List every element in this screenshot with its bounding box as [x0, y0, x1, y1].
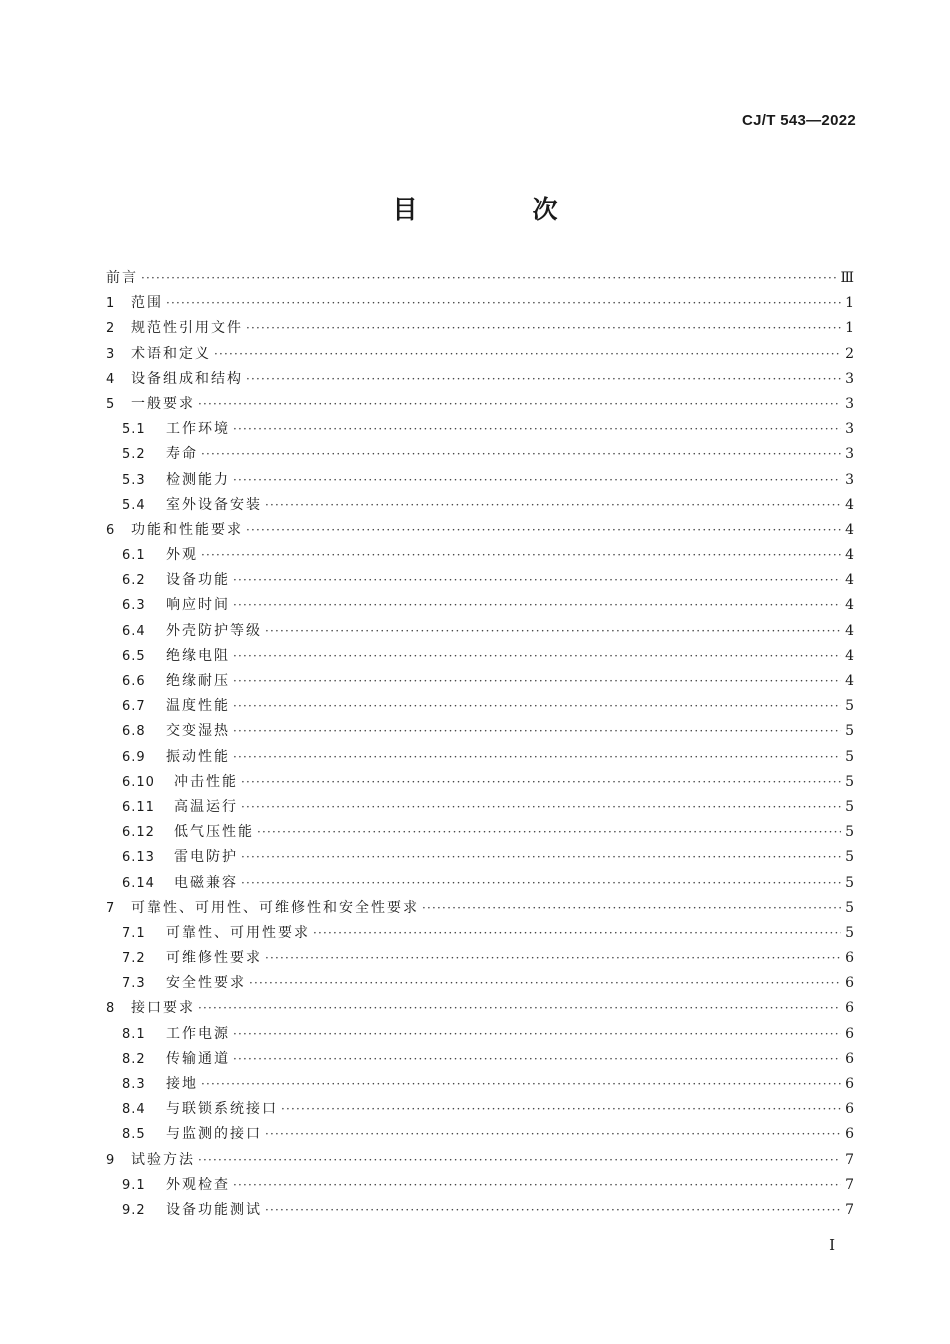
toc-entry-title: 雷电防护	[174, 849, 238, 866]
toc-entry-page: 6	[845, 1076, 854, 1092]
toc-entry-title: 寿命	[166, 446, 198, 463]
toc-entry-page: 3	[845, 471, 854, 488]
toc-entry-page: 7	[845, 1151, 854, 1168]
toc-leader-dots	[233, 468, 841, 493]
toc-entry[interactable]	[106, 619, 854, 644]
toc-entry-page: 6	[845, 975, 854, 992]
toc-entry[interactable]	[106, 1148, 854, 1173]
toc-entry-number: 6.8	[122, 724, 146, 740]
toc-entry[interactable]	[106, 669, 854, 694]
toc-entry-number: 5	[106, 396, 116, 412]
toc-entry-title: 一般要求	[131, 395, 195, 412]
toc-entry-title: 可维修性要求	[166, 950, 262, 967]
toc-entry-number: 8.3	[122, 1077, 146, 1092]
toc-entry-number: 7.3	[122, 976, 146, 992]
toc-entry-title: 试验方法	[131, 1151, 195, 1168]
toc-entry-title: 接口要求	[131, 1000, 195, 1017]
toc-entry[interactable]	[106, 820, 854, 845]
toc-entry-page: 4	[845, 647, 854, 664]
toc-entry[interactable]	[106, 367, 854, 392]
toc-entry-number: 8.5	[122, 1127, 146, 1143]
toc-entry-number: 6.2	[122, 573, 146, 589]
toc-leader-dots	[198, 1148, 841, 1173]
toc-entry-title: 检测能力	[166, 471, 230, 488]
toc-entry-number: 6.10	[122, 774, 155, 790]
toc-entry-page: 1	[845, 320, 854, 337]
toc-entry[interactable]	[106, 971, 854, 996]
toc-entry-number: 9.1	[122, 1177, 146, 1193]
toc-entry-number: 6.7	[122, 699, 146, 715]
toc-leader-dots	[233, 1173, 841, 1198]
toc-entry-title: 传输通道	[166, 1050, 230, 1067]
toc-leader-dots	[201, 1072, 841, 1097]
toc-entry[interactable]	[106, 946, 854, 971]
toc-leader-dots	[201, 442, 841, 467]
toc-entry-title: 设备功能	[166, 572, 230, 589]
toc-entry-number: 6.1	[122, 548, 146, 564]
toc-entry-page: 6	[845, 1025, 854, 1042]
toc-entry-number: 1	[106, 296, 116, 312]
toc-leader-dots	[265, 1122, 841, 1147]
toc-entry[interactable]	[106, 417, 854, 442]
toc-entry-page: 6	[845, 950, 854, 967]
toc-entry-page: 4	[845, 622, 854, 639]
toc-entry-page: 5	[845, 899, 854, 916]
toc-entry-title: 交变湿热	[166, 723, 230, 740]
toc-entry[interactable]	[106, 644, 854, 669]
toc-entry[interactable]	[106, 468, 854, 493]
toc-leader-dots	[265, 619, 841, 644]
toc-entry[interactable]	[106, 770, 854, 795]
toc-entry-number: 5.1	[122, 422, 146, 438]
toc-leader-dots	[233, 568, 841, 593]
toc-leader-dots	[265, 493, 841, 518]
toc-leader-dots	[257, 820, 841, 845]
toc-leader-dots	[198, 996, 841, 1021]
toc-entry-number: 6.11	[122, 799, 155, 815]
toc-entry-title: 设备组成和结构	[131, 370, 243, 387]
toc-entry-number: 6.13	[122, 850, 155, 866]
toc-entry-number: 8.1	[122, 1026, 146, 1042]
toc-entry-title: 绝缘电阻	[166, 647, 230, 664]
toc-entry-page: 5	[845, 824, 854, 841]
toc-entry-title: 前言	[106, 270, 138, 286]
toc-leader-dots	[233, 644, 841, 669]
toc-entry-title: 绝缘耐压	[166, 673, 230, 689]
toc-entry-page: 7	[845, 1176, 854, 1193]
toc-entry-page: 3	[845, 421, 854, 438]
toc-entry-number: 7.2	[122, 951, 146, 967]
toc-entry-page: 6	[845, 1126, 854, 1143]
toc-entry-number: 2	[106, 321, 116, 337]
toc-entry-number: 5.2	[122, 447, 146, 463]
page-number: I	[829, 1236, 835, 1254]
toc-entry[interactable]	[106, 1173, 854, 1198]
toc-entry[interactable]	[106, 493, 854, 518]
toc-entry-number: 3	[106, 346, 116, 362]
toc-entry-page: 4	[845, 572, 854, 589]
toc-entry-page: 3	[845, 370, 854, 387]
toc-entry[interactable]	[106, 1122, 854, 1147]
toc-entry-title: 范围	[131, 295, 163, 312]
toc-entry-title: 外观	[166, 547, 198, 564]
toc-leader-dots	[214, 342, 841, 367]
toc-leader-dots	[233, 745, 841, 770]
toc-entry-number: 6.4	[122, 623, 146, 639]
toc-entry-number: 6.3	[122, 598, 146, 614]
toc-entry-number: 5.3	[122, 472, 146, 488]
toc-entry[interactable]	[106, 745, 854, 770]
toc-entry-title: 电磁兼容	[174, 874, 238, 891]
toc-entry[interactable]	[106, 795, 854, 820]
toc-entry[interactable]	[106, 845, 854, 870]
toc-entry-number: 6.5	[122, 648, 146, 664]
toc-entry-number: 6.12	[122, 825, 155, 841]
toc-entry[interactable]	[106, 316, 854, 341]
toc-entry-title: 温度性能	[166, 698, 230, 715]
toc-entry-number: 9	[106, 1152, 116, 1168]
toc-leader-dots	[233, 694, 841, 719]
toc-entry[interactable]	[106, 1198, 854, 1223]
toc-entry-page: 5	[845, 748, 854, 765]
toc-entry-number: 6.14	[122, 875, 155, 891]
toc-entry-page: 4	[845, 597, 854, 614]
toc-entry-title: 与监测的接口	[166, 1126, 262, 1143]
toc-entry-title: 高温运行	[174, 798, 238, 815]
toc-entry-title: 功能和性能要求	[131, 521, 243, 538]
toc-entry[interactable]	[106, 442, 854, 467]
toc-leader-dots	[233, 1047, 841, 1072]
toc-leader-dots	[422, 896, 841, 921]
toc-entry-page: 5	[845, 773, 854, 790]
table-of-contents	[106, 266, 854, 1223]
standard-code: CJ/T 543—2022	[742, 112, 856, 129]
toc-entry[interactable]	[106, 291, 854, 316]
toc-entry-page: 5	[845, 798, 854, 815]
toc-entry-title: 工作电源	[166, 1025, 230, 1042]
toc-entry-number: 6.6	[122, 674, 146, 689]
toc-leader-dots	[233, 417, 841, 442]
toc-leader-dots	[198, 392, 841, 417]
toc-entry-number: 6.9	[122, 749, 146, 765]
toc-entry-number: 9.2	[122, 1202, 146, 1218]
toc-leader-dots	[265, 1198, 841, 1223]
toc-entry-page: 3	[845, 446, 854, 463]
toc-entry[interactable]	[106, 392, 854, 417]
toc-entry[interactable]	[106, 1072, 854, 1097]
toc-entry[interactable]	[106, 266, 854, 291]
toc-entry-title: 外观检查	[166, 1176, 230, 1193]
toc-entry-number: 6	[106, 522, 116, 538]
toc-entry-page: 6	[845, 1101, 854, 1118]
toc-leader-dots	[241, 871, 841, 896]
toc-entry[interactable]	[106, 342, 854, 367]
toc-entry-title: 设备功能测试	[166, 1201, 262, 1218]
toc-entry[interactable]	[106, 896, 854, 921]
toc-entry-page: 4	[845, 521, 854, 538]
toc-entry-title: 响应时间	[166, 597, 230, 614]
toc-entry-page: 4	[845, 547, 854, 564]
toc-entry-title: 可靠性、可用性要求	[166, 924, 310, 941]
toc-entry[interactable]	[106, 719, 854, 744]
toc-entry-number: 7	[106, 900, 116, 916]
toc-entry[interactable]	[106, 518, 854, 543]
toc-entry-title: 接地	[166, 1076, 198, 1092]
toc-entry[interactable]	[106, 568, 854, 593]
toc-entry-page: 4	[845, 673, 854, 689]
toc-entry-number: 7.1	[122, 925, 146, 941]
toc-leader-dots	[313, 921, 841, 946]
toc-entry-page: 4	[845, 496, 854, 513]
toc-entry-page: 5	[845, 723, 854, 740]
toc-entry-page: 5	[845, 874, 854, 891]
toc-entry[interactable]	[106, 871, 854, 896]
toc-entry-page: 6	[845, 1000, 854, 1017]
toc-leader-dots	[233, 669, 841, 694]
toc-entry-page: 1	[845, 295, 854, 312]
toc-entry-title: 术语和定义	[131, 345, 211, 362]
toc-entry-page: 6	[845, 1050, 854, 1067]
toc-leader-dots	[166, 291, 841, 316]
toc-entry[interactable]	[106, 593, 854, 618]
toc-entry[interactable]	[106, 921, 854, 946]
toc-leader-dots	[141, 266, 837, 291]
toc-entry-title: 工作环境	[166, 421, 230, 438]
toc-leader-dots	[241, 770, 841, 795]
toc-entry-page: 5	[845, 924, 854, 941]
toc-leader-dots	[241, 795, 841, 820]
toc-entry[interactable]	[106, 1022, 854, 1047]
toc-leader-dots	[246, 316, 841, 341]
toc-entry-number: 8.4	[122, 1102, 146, 1118]
toc-entry[interactable]	[106, 543, 854, 568]
toc-entry[interactable]	[106, 996, 854, 1021]
toc-entry-title: 安全性要求	[166, 975, 246, 992]
toc-entry-title: 冲击性能	[174, 773, 238, 790]
toc-entry-title: 规范性引用文件	[131, 320, 243, 337]
toc-leader-dots	[241, 845, 841, 870]
toc-entry-page: 5	[845, 698, 854, 715]
toc-entry-number: 4	[106, 371, 116, 387]
toc-leader-dots	[201, 543, 841, 568]
page-title: 目 次	[392, 195, 603, 224]
toc-entry-number: 8	[106, 1001, 116, 1017]
toc-entry-page: 5	[845, 849, 854, 866]
toc-entry[interactable]	[106, 1047, 854, 1072]
toc-entry-page: 3	[845, 395, 854, 412]
toc-leader-dots	[233, 1022, 841, 1047]
toc-entry-title: 振动性能	[166, 748, 230, 765]
toc-leader-dots	[233, 719, 841, 744]
toc-entry-page: 7	[845, 1201, 854, 1218]
toc-leader-dots	[265, 946, 841, 971]
toc-entry-title: 外壳防护等级	[166, 622, 262, 639]
toc-entry-number: 5.4	[122, 497, 146, 513]
toc-entry-title: 可靠性、可用性、可维修性和安全性要求	[131, 899, 419, 916]
toc-leader-dots	[246, 518, 841, 543]
toc-entry-page: 2	[845, 345, 854, 362]
toc-entry[interactable]	[106, 694, 854, 719]
toc-leader-dots	[233, 593, 841, 618]
toc-leader-dots	[246, 367, 841, 392]
toc-entry-number: 8.2	[122, 1051, 146, 1067]
toc-leader-dots	[249, 971, 841, 996]
toc-entry-title: 低气压性能	[174, 824, 254, 841]
toc-entry[interactable]	[106, 1097, 854, 1122]
toc-entry-title: 室外设备安装	[166, 496, 262, 513]
toc-entry-page: Ⅲ	[840, 270, 854, 286]
toc-entry-title: 与联锁系统接口	[166, 1101, 278, 1118]
toc-leader-dots	[281, 1097, 841, 1122]
